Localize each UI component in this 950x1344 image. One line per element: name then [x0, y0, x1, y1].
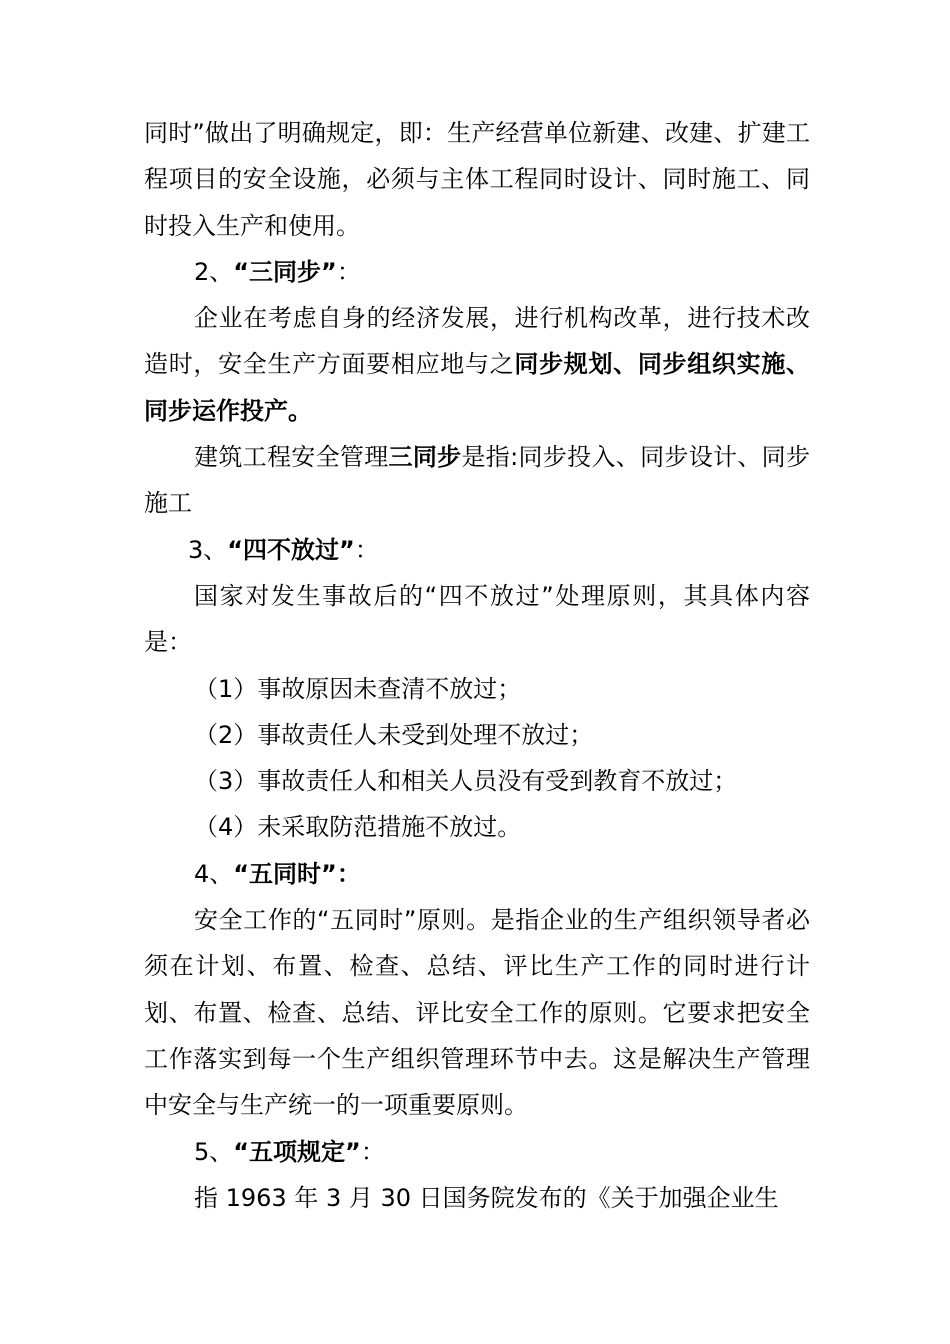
- intro-paragraph: 同时”做出了明确规定，即：生产经营单位新建、改建、扩建工程项目的安全设施，必须与主体工程同时设计、同时施工、同时投入生产和使用。: [144, 119, 810, 240]
- section-3-colon: ：: [354, 535, 379, 564]
- section-5-colon: ：: [360, 1137, 385, 1166]
- section-5-heading: [144, 1129, 810, 1175]
- section-4-heading: [144, 851, 810, 897]
- section-2-p1-bold: 同步规划、同步组织实施、同步运作投产。: [144, 350, 811, 425]
- document-body: [144, 110, 810, 1221]
- section-2-heading: [144, 249, 810, 295]
- list-item: （1）事故原因未查清不放过；: [194, 674, 522, 703]
- section-3-title: “四不放过”: [227, 535, 355, 564]
- section-2-paragraph-2: [144, 434, 810, 527]
- section-2-number: 2、: [194, 257, 234, 286]
- section-4-title: “五同时”：: [233, 859, 361, 888]
- section-2-paragraph-1: [144, 295, 810, 434]
- list-item: （4）未采取防范措施不放过。: [194, 813, 522, 842]
- section-3-heading: [144, 527, 810, 573]
- section-2-colon: ：: [336, 257, 361, 286]
- section-5-number: 5、: [194, 1137, 234, 1166]
- section-5-paragraph-1: 指 1963 年 3 月 30 日国务院发布的《关于加强企业生: [194, 1183, 779, 1212]
- section-2-p2-bold: 三同步: [388, 443, 462, 472]
- section-2-p2-b: 是指:同步投入、同步设计、同步施工: [144, 443, 810, 518]
- section-3-paragraph-1: 国家对发生事故后的“四不放过”处理原则，其具体内容是：: [144, 581, 810, 657]
- section-2-p2-a: 建筑工程安全管理: [194, 443, 389, 472]
- section-2-p1-text: 企业在考虑自身的经济发展，进行机构改革，进行技术改造时，安全生产方面要相应地与之: [144, 304, 810, 379]
- section-4-number: 4、: [194, 859, 234, 888]
- section-4-paragraph-1: 安全工作的“五同时”原则。是指企业的生产组织领导者必须在计划、布置、检查、总结、评比生产工作的同时进行计划、布置、检查、总结、评比安全工作的原则。它要求把安全工作落实到每一个生产组织管理环节中去。这是解决生产管理中安全与生产统一的一项重要原则。: [144, 906, 810, 1120]
- list-item: （2）事故责任人未受到处理不放过；: [194, 720, 594, 749]
- section-5-title: “五项规定”: [233, 1137, 361, 1166]
- section-2-title: “三同步”: [233, 257, 337, 286]
- section-3-number: 3、: [188, 535, 228, 564]
- list-item: （3）事故责任人和相关人员没有受到教育不放过；: [194, 767, 738, 796]
